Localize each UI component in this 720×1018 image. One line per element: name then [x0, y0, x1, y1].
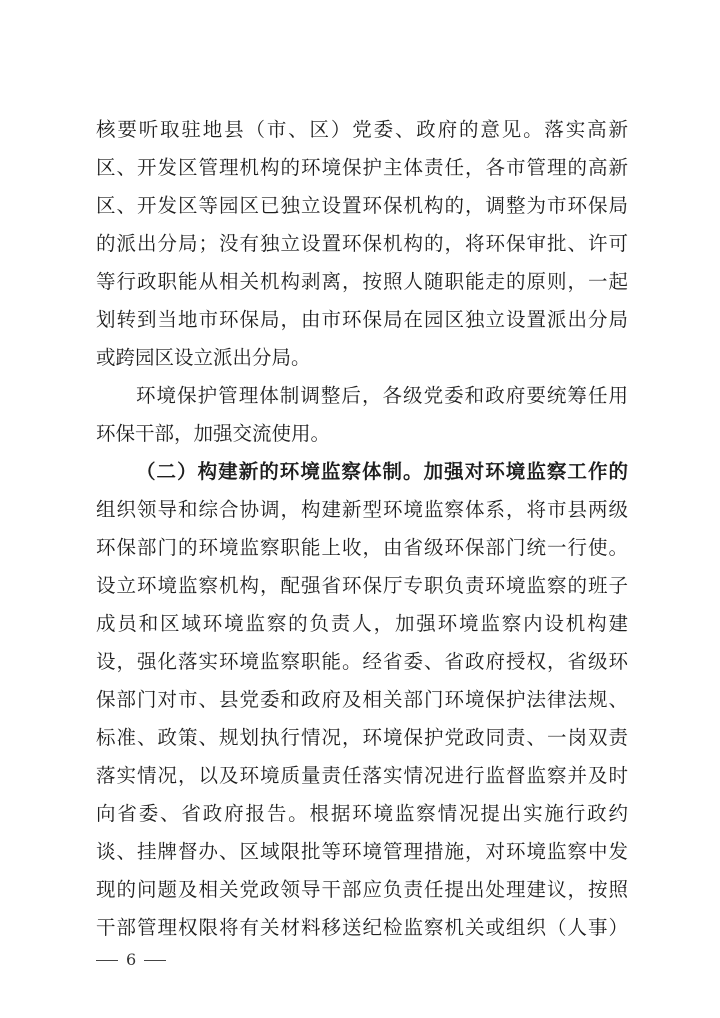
- text-line-1: 核要听取驻地县（市、区）党委、政府的意见。落实高新: [96, 118, 628, 141]
- text-line-6: 划转到当地市环保局，由市环保局在园区独立设置派出分局: [96, 308, 628, 331]
- section-line: [136, 456, 628, 488]
- text-line-22: 干部管理权限将有关材料移送纪检监察机关或组织（人事）: [96, 916, 628, 939]
- text-line-13: 设立环境监察机构，配强省环保厅专职负责环境监察的班子: [96, 574, 628, 597]
- text-line-14: 成员和区域环境监察的负责人，加强环境监察内设机构建: [96, 612, 628, 635]
- text-line-12: 环保部门的环境监察职能上收，由省级环保部门统一行使。: [96, 536, 628, 559]
- page-footer: [96, 950, 166, 969]
- text-line-11: 组织领导和综合协调，构建新型环境监察体系，将市县两级: [96, 498, 628, 521]
- text-line-19: 向省委、省政府报告。根据环境监察情况提出实施行政约: [96, 802, 628, 825]
- text-line-7: 或跨园区设立派出分局。: [96, 346, 311, 369]
- text-line-3: 区、开发区等园区已独立设置环保机构的，调整为市环保局: [96, 194, 628, 217]
- text-line-9: 环保干部，加强交流使用。: [96, 422, 331, 445]
- text-line-4: 的派出分局；没有独立设置环保机构的，将环保审批、许可: [96, 232, 628, 255]
- page-number: 6: [126, 950, 137, 969]
- text-line-2: 区、开发区管理机构的环境保护主体责任，各市管理的高新: [96, 156, 628, 179]
- text-line-16: 保部门对市、县党委和政府及相关部门环境保护法律法规、: [96, 688, 628, 711]
- text-line-8: 环境保护管理体制调整后，各级党委和政府要统筹任用: [136, 384, 628, 407]
- text-line-17: 标准、政策、规划执行情况，环境保护党政同责、一岗双责: [96, 726, 628, 749]
- text-line-18: 落实情况，以及环境质量责任落实情况进行监督监察并及时: [96, 764, 628, 787]
- text-line-21: 现的问题及相关党政领导干部应负责任提出处理建议，按照: [96, 878, 628, 901]
- text-line-5: 等行政职能从相关机构剥离，按照人随职能走的原则，一起: [96, 270, 628, 293]
- section-heading: （二）: [136, 460, 198, 483]
- section-lead: 构建新的环境监察体制。加强对环境监察工作的: [197, 460, 628, 483]
- footer-dash-left: [96, 960, 118, 961]
- text-line-20: 谈、挂牌督办、区域限批等环境管理措施，对环境监察中发: [96, 840, 628, 863]
- text-line-15: 设，强化落实环境监察职能。经省委、省政府授权，省级环: [96, 650, 628, 673]
- footer-dash-right: [144, 960, 166, 961]
